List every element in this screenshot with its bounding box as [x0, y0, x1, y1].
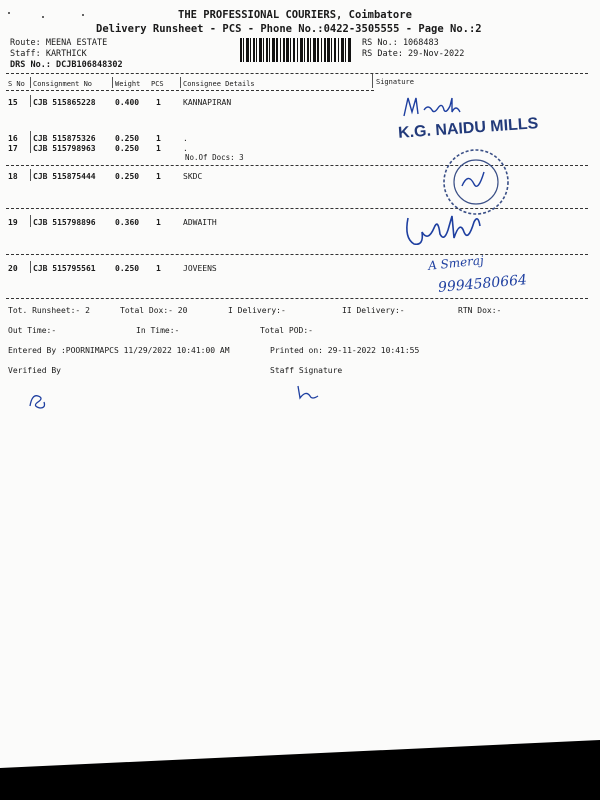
cell-consignment: CJB 515795561: [33, 264, 96, 273]
cell-consignment: CJB 515865228: [33, 98, 96, 107]
route-label: Route: MEENA ESTATE: [10, 38, 108, 48]
in-time: In Time:-: [136, 326, 180, 335]
staff-initial: [294, 384, 320, 402]
table-bottom-rule: [6, 298, 588, 299]
rtn-dox: RTN Dox:-: [458, 306, 502, 315]
cell-consignee: .: [183, 134, 188, 143]
cell-sno: 18: [8, 172, 18, 181]
scan-edge: [0, 740, 600, 800]
cell-consignee: SKDC: [183, 172, 203, 181]
header-rule: [6, 90, 374, 91]
col-header-consignee: Consignee Details: [183, 80, 255, 88]
cell-weight: 0.250: [115, 172, 140, 181]
verified-by: Verified By: [8, 366, 61, 375]
cell-consignee: .: [183, 144, 188, 153]
signature-divider: [372, 74, 373, 88]
total-pod: Total POD:-: [260, 326, 313, 335]
col-sep: [30, 77, 31, 88]
verifier-initial: [26, 392, 48, 410]
staff-signature-label: Staff Signature: [270, 366, 343, 375]
handwritten-signature: [402, 208, 512, 248]
cell-consignment: CJB 515798963: [33, 144, 96, 153]
drs-number: DRS No.: DCJB106848302: [10, 60, 123, 70]
cell-consignee: ADWAITH: [183, 218, 217, 227]
barcode: [240, 38, 352, 62]
cell-pcs: 1: [156, 98, 161, 107]
company-title: THE PROFESSIONAL COURIERS, Coimbatore: [178, 9, 412, 21]
entered-by: Entered By :POORNIMAPCS 11/29/2022 10:41:00 AM: [8, 346, 230, 355]
speck: [42, 16, 44, 18]
i-delivery: I Delivery:-: [228, 306, 286, 315]
total-runsheet: Tot. Runsheet:- 2: [8, 306, 90, 315]
staff-label: Staff: KARTHICK: [10, 49, 87, 59]
cell-weight: 0.250: [115, 264, 140, 273]
cell-pcs: 1: [156, 144, 161, 153]
cell-pcs: 1: [156, 218, 161, 227]
cell-sno: 20: [8, 264, 18, 273]
cell-consignment: CJB 515875444: [33, 172, 96, 181]
handwritten-signature: [400, 92, 500, 120]
runsheet-subtitle: Delivery Runsheet - PCS - Phone No.:0422-3505555 - Page No.:2: [96, 23, 482, 35]
row-rule: [6, 254, 588, 255]
col-sep: [180, 77, 181, 88]
col-sep: [30, 169, 31, 181]
rs-number: RS No.: 1068483: [362, 38, 439, 48]
cell-weight: 0.250: [115, 144, 140, 153]
cell-sno: 15: [8, 98, 18, 107]
out-time: Out Time:-: [8, 326, 57, 335]
cell-consignee: JOVEENS: [183, 264, 217, 273]
rs-date: RS Date: 29-Nov-2022: [362, 49, 465, 59]
cell-weight: 0.250: [115, 134, 140, 143]
cell-consignee: KANNAPIRAN: [183, 98, 232, 107]
cell-sno: 19: [8, 218, 18, 227]
cell-pcs: 1: [156, 264, 161, 273]
col-sep: [30, 131, 31, 153]
col-header-consignment: Consignment No: [33, 80, 93, 88]
cell-consignment: CJB 515875326: [33, 134, 96, 143]
total-dox: Total Dox:- 20: [120, 306, 188, 315]
col-sep: [30, 215, 31, 227]
col-sep: [30, 95, 31, 107]
cell-weight: 0.360: [115, 218, 140, 227]
col-header-weight: Weight: [115, 80, 141, 88]
cell-consignment: CJB 515798896: [33, 218, 96, 227]
cell-weight: 0.400: [115, 98, 140, 107]
table-top-rule: [6, 73, 588, 74]
cell-pcs: 1: [156, 134, 161, 143]
col-header-pcs: PCS: [151, 80, 164, 88]
cell-pcs: 1: [156, 172, 161, 181]
cell-sno: 16: [8, 134, 18, 143]
handwritten-phone: 9994580664: [437, 272, 528, 296]
handwritten-name: A Smeraj: [427, 253, 485, 273]
speck: [82, 14, 84, 16]
col-header-sno: S No: [8, 80, 25, 88]
col-sep: [30, 261, 31, 273]
docs-count: No.Of Docs: 3: [185, 153, 244, 162]
cell-sno: 17: [8, 144, 18, 153]
company-stamp: K.G. NAIDU MILLS: [397, 115, 539, 142]
col-header-signature: Signature: [376, 78, 414, 86]
col-sep: [112, 77, 113, 88]
ii-delivery: II Delivery:-: [342, 306, 405, 315]
speck: [8, 12, 10, 14]
printed-on: Printed on: 29-11-2022 10:41:55: [270, 346, 420, 355]
